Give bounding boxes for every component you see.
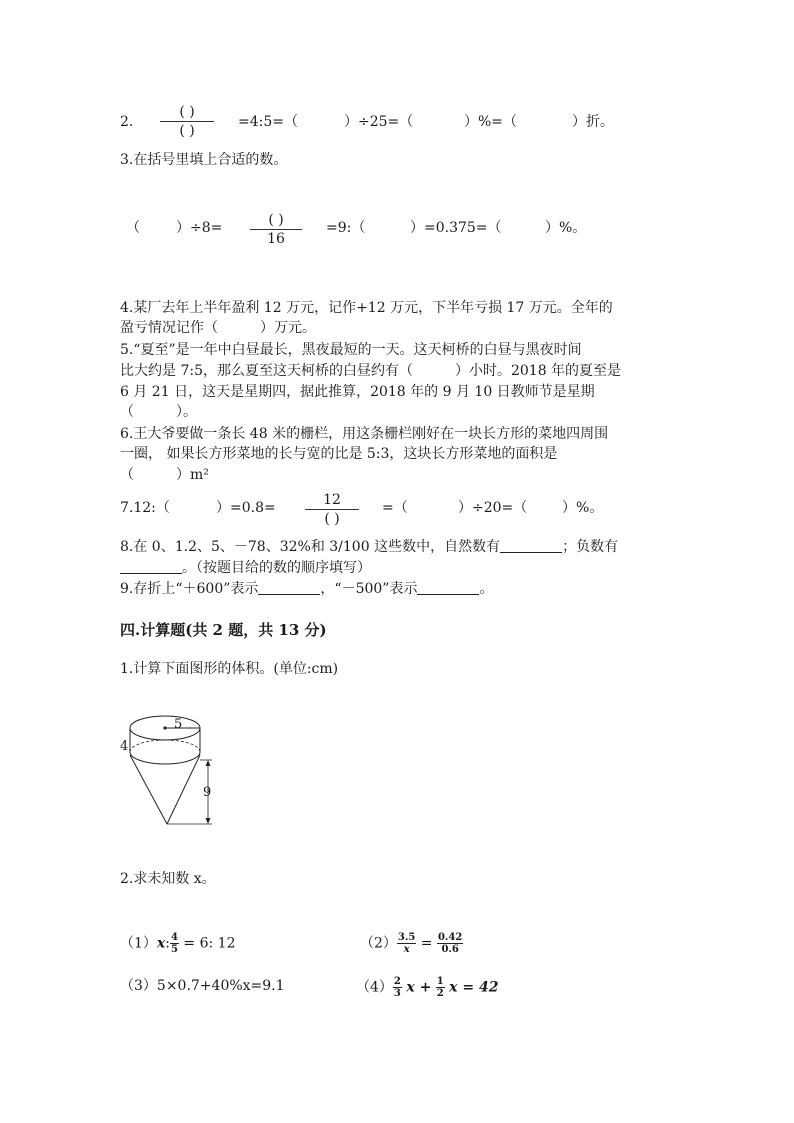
q2-fraction [160, 104, 214, 139]
fraction-bar [250, 229, 302, 230]
arrow-down-icon [206, 818, 211, 824]
center-dot [163, 726, 166, 729]
arrow-up-icon [206, 760, 211, 766]
cone-left-edge [130, 755, 167, 824]
eq2-label: （2） [360, 935, 397, 952]
q4-line1: 4.某厂去年上半年盈利 12 万元，记作+12 万元，下半年亏损 17 万元。全年的 [120, 300, 613, 316]
eq4-frac2-num: 1 [436, 976, 444, 987]
q2-fraction-numerator: ( ) [179, 104, 195, 120]
q6-line2: 一圈， 如果长方形菜地的长与宽的比是 5:3，这块长方形菜地的面积是 [120, 446, 558, 462]
q2-fraction-denominator: ( ) [179, 123, 195, 139]
q7-part2: ）=0.8= [216, 500, 276, 516]
s4-q1: 1.计算下面图形的体积。(单位:cm) [120, 661, 339, 677]
cylinder-height-label: 4 [120, 739, 129, 754]
q9-text-a: 9.存折上“＋600”表示 [120, 581, 259, 597]
q7-part4: ）÷20=（ [458, 500, 528, 516]
q2-part2: ）÷25=（ [344, 114, 414, 130]
q5-line3: 6 月 21 日，这天是星期四，据此推算，2018 年的 9 月 10 日教师节是星期 [120, 384, 595, 400]
q3-part3: =9:（ [326, 220, 366, 236]
cylinder-cone-figure [112, 705, 222, 830]
q6-line1: 6.王大爷要做一条长 48 米的栅栏，用这条栅栏刚好在一块长方形的菜地四周围 [120, 426, 609, 442]
eq4-fraction-2 [436, 976, 445, 999]
q3-fraction [250, 212, 302, 247]
eq1-rest: = 6: 12 [183, 935, 236, 952]
q3-part1: （ [126, 220, 140, 236]
eq2-right-fraction [437, 932, 463, 955]
eq2-right-num: 0.42 [437, 932, 463, 943]
q3-fraction-denominator: 16 [267, 231, 285, 247]
q2-number: 2. [120, 114, 134, 130]
eq4-frac1-num: 2 [393, 976, 401, 987]
eq1-frac-den: 5 [171, 944, 178, 955]
q2-part4: ）折。 [572, 114, 614, 130]
q7-part5: ）%。 [562, 500, 604, 516]
answer-blank[interactable] [258, 580, 320, 595]
q3-title: 3.在括号里填上合适的数。 [120, 152, 288, 168]
eq4-label: （4） [356, 979, 393, 996]
q3-fraction-numerator: ( ) [268, 212, 284, 228]
q2-part3: ）%=（ [464, 114, 518, 130]
eq4-frac1-den: 3 [393, 988, 401, 999]
eq4-term-1: x + [406, 979, 432, 996]
cone-height-label: 9 [203, 785, 212, 800]
eq1-var: x [156, 935, 166, 952]
q5-line1: 5.“夏至”是一年中白昼最长，黑夜最短的一天。这天柯桥的白昼与黑夜时间 [120, 342, 582, 358]
q9-text-c: 。 [479, 581, 494, 597]
q7-fraction-denominator: ( ) [324, 511, 340, 527]
answer-blank[interactable] [120, 559, 182, 574]
eq2-left-num: 3.5 [397, 932, 416, 943]
q8-text-a: 8.在 0、1.2、5、－78、32%和 3/100 这些数中，自然数有 [120, 539, 501, 555]
cone-right-edge [167, 755, 200, 824]
equation-3: （3）5×0.7+40%x=9.1 [120, 978, 285, 994]
radius-label: 5 [174, 717, 183, 732]
eq1-label: （1） [120, 935, 157, 952]
q7-fraction [305, 492, 359, 527]
q7-part1: 7.12:（ [120, 500, 170, 516]
q7-fraction-numerator: 12 [323, 492, 341, 508]
q9-text-b: ，“－500”表示 [320, 581, 418, 597]
q3-part5: ）%。 [545, 220, 587, 236]
eq1-fraction [170, 932, 179, 955]
q3-part4: ）=0.375=（ [410, 220, 502, 236]
eq2-equals: = [420, 935, 433, 952]
q7-part3: =（ [382, 500, 408, 516]
answer-blank[interactable] [417, 580, 479, 595]
eq2-left-den: x [403, 944, 410, 955]
eq4-fraction-1 [393, 976, 402, 999]
eq2-right-den: 0.6 [441, 944, 459, 955]
q8-text-c: 。（按题目给的数的顺序填写） [182, 560, 371, 576]
eq2-left-fraction [397, 932, 416, 955]
q5-line4: （ ）。 [120, 404, 197, 420]
cylinder-bottom-hidden-arc [130, 740, 200, 752]
q8-line2 [120, 558, 371, 578]
section-title: 四.计算题(共 2 题，共 13 分) [120, 621, 327, 639]
fraction-bar [160, 121, 214, 122]
q8-text-b: ；负数有 [562, 539, 619, 555]
q2-part1: =4:5=（ [238, 114, 298, 130]
eq4-rest: x = 42 [449, 979, 499, 996]
q9-line [120, 579, 493, 599]
q6-line3: （ ）m² [120, 467, 209, 483]
equation-4 [356, 976, 498, 999]
q8-line1 [120, 537, 618, 557]
answer-blank[interactable] [500, 538, 562, 553]
equation-1 [120, 932, 236, 955]
s4-q2: 2.求未知数 x。 [120, 871, 216, 887]
eq1-colon: : [165, 935, 170, 952]
q3-part2: ）÷8= [176, 220, 223, 236]
equation-2 [360, 932, 463, 955]
cylinder-bottom-arc [130, 752, 200, 764]
eq1-frac-num: 4 [171, 932, 178, 943]
eq4-frac2-den: 2 [436, 988, 444, 999]
q4-line2: 盈亏情况记作（ ）万元。 [120, 320, 316, 336]
fraction-bar [305, 509, 359, 510]
q5-line2: 比大约是 7:5，那么夏至这天柯桥的白昼约有（ ）小时。2018 年的夏至是 [120, 363, 622, 379]
